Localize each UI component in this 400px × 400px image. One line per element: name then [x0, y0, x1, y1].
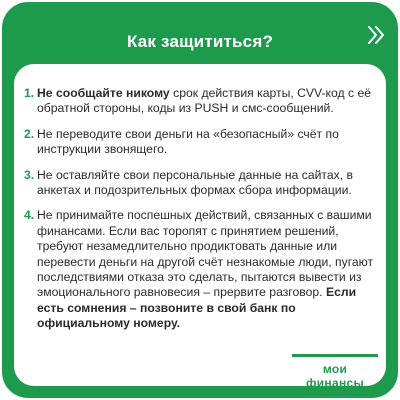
tip-number: 1. — [24, 86, 35, 100]
tip-item-3 — [24, 168, 380, 199]
info-card — [2, 2, 398, 398]
logo-underline — [292, 354, 378, 357]
tip-bold-text: Не сообщайте никому — [37, 86, 170, 100]
double-chevron-right-icon[interactable] — [366, 24, 388, 46]
tip-text: Не оставляйте свои персональные данные на сайтах, в анкетах и подозрительных формах сбора информации. — [37, 167, 353, 198]
tip-body-text: Не принимайте поспешных действий, связанных с вашими финансами. Если вас торопят с принятием решений, требуют незамедлительно продиктовать данные или перевести деньги на другой счёт незнакомые люди, пугают последствиями отказа это сделать, пытаются вывести из эмоционального равновесия – прервите разговор. — [37, 208, 374, 300]
tip-item-2 — [24, 127, 380, 158]
tip-number: 4. — [24, 208, 35, 223]
tip-text — [37, 86, 380, 117]
tip-number: 3. — [24, 167, 35, 182]
logo-text: мои финансы — [305, 362, 365, 390]
tip-body-text: срок действия карты, CVV-код с её обратной стороны, коды из PUSH и смс-сообщений. — [37, 86, 372, 116]
tips-panel — [14, 64, 386, 390]
tip-number: 2. — [24, 126, 35, 141]
card-title: Как защититься? — [126, 32, 274, 51]
tip-text — [37, 208, 380, 331]
tip-bold-text: Если есть сомнения – позвоните в свой банк по официальному номеру. — [37, 285, 357, 331]
tip-item-1 — [24, 86, 380, 117]
tip-item-4 — [24, 208, 380, 331]
moi-finansy-logo — [292, 354, 378, 390]
tips-list — [24, 86, 380, 342]
tip-text: Не переводите свои деньги на «безопасный» счёт по инструкции звонящего. — [37, 126, 339, 157]
